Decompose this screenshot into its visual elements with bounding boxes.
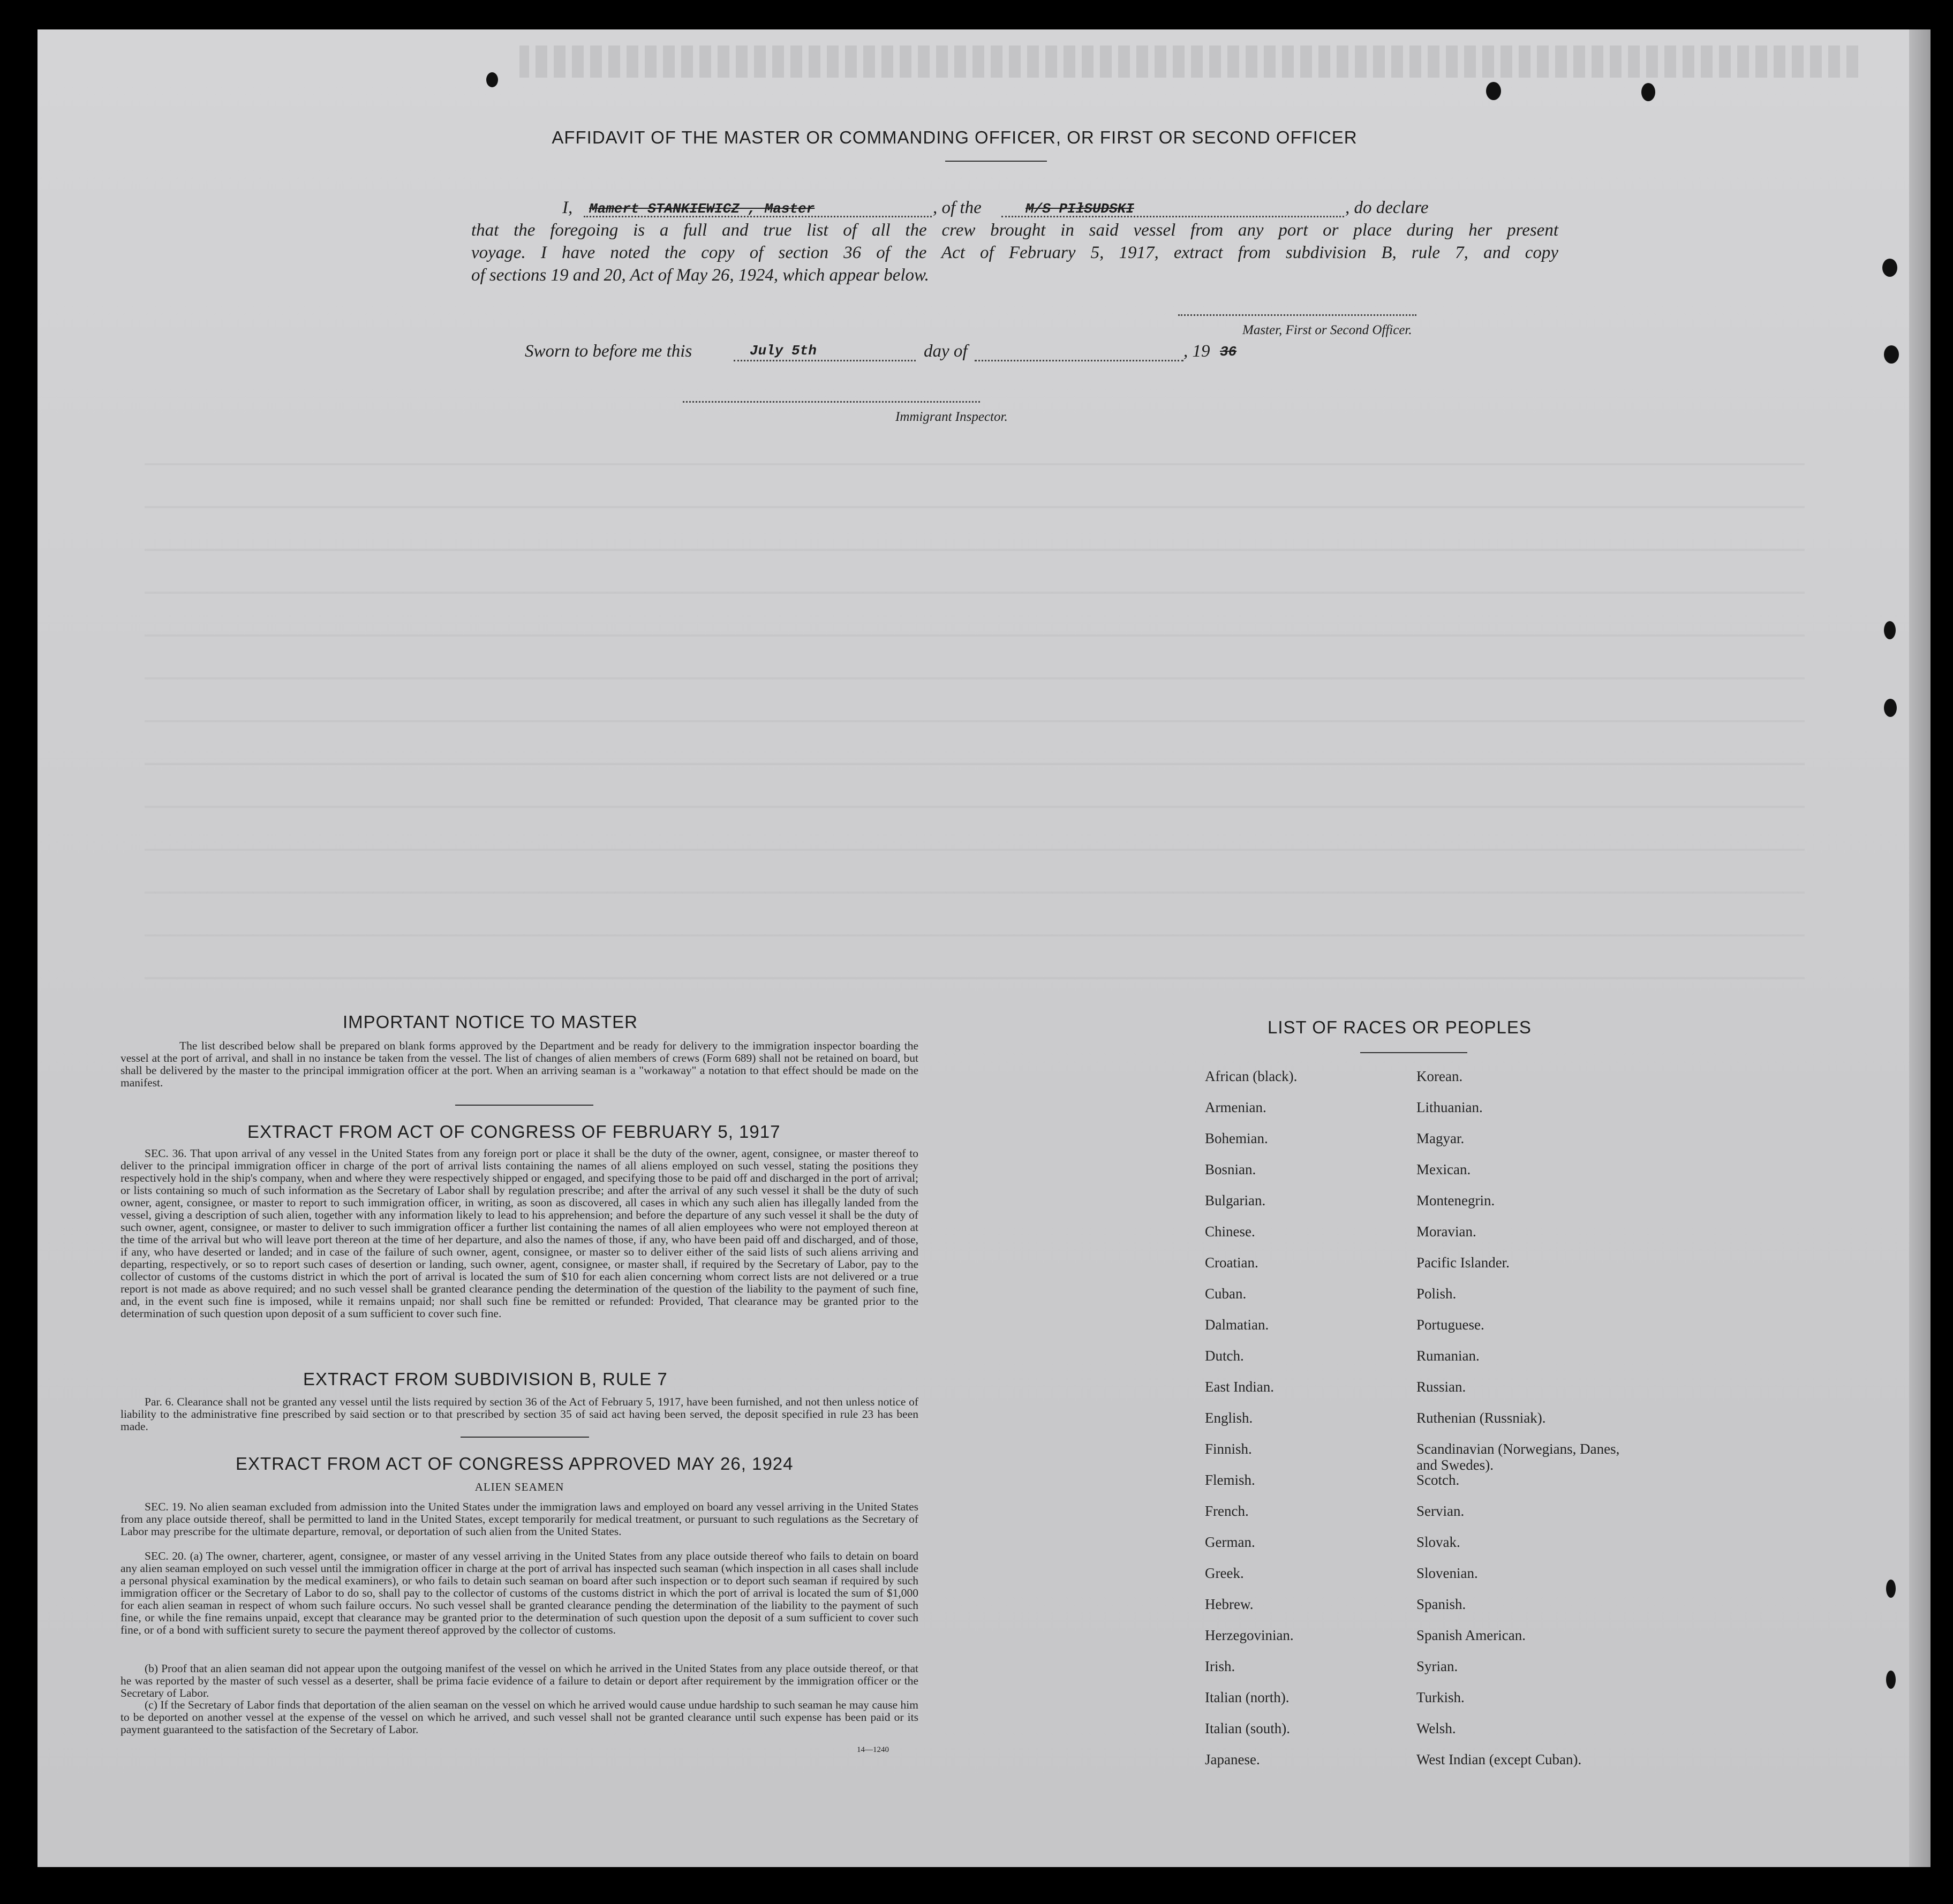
sec-20c-body: (c) If the Secretary of Labor finds that deportation of the alien seaman on the vessel on which he arrived would cause undue hardship to such seaman he may cause him to be deported on another vessel at the expense of the vessel on which he arrived, and such vessel shall not be granted clearance until such expense has been paid or its payment guaranteed to the satisfaction of the Secretary of Labor. bbox=[120, 1698, 918, 1736]
affidavit-i: I, bbox=[562, 198, 573, 217]
form-number: 14—1240 bbox=[857, 1746, 889, 1754]
notice-divider bbox=[455, 1105, 593, 1106]
race-item: Italian (south). bbox=[1205, 1720, 1290, 1736]
race-item: Slovak. bbox=[1416, 1534, 1460, 1550]
punch-hole bbox=[1486, 82, 1501, 100]
alien-seamen-subheading: ALIEN SEAMEN bbox=[474, 1480, 564, 1493]
race-item: Lithuanian. bbox=[1416, 1099, 1483, 1115]
punch-hole bbox=[1882, 259, 1897, 277]
race-item: Hebrew. bbox=[1205, 1596, 1254, 1612]
notice-body: The list described below shall be prepared on blank forms approved by the Department and be ready for delivery to the immigration inspector boarding the vessel at the port of arrival, and shall in no instance be taken from the vessel. The list of changes of alien members of crews (Form 689) shall not be retained on board, but shall be delivered by the master to the principal immigration officer at the port. When an arriving seaman is a "workaway" a notation to that effect should be made on the manifest. bbox=[120, 1039, 918, 1089]
affidavit-line-2: that the foregoing is a full and true list of all the crew brought in said vessel from any port or place during her present bbox=[471, 221, 1558, 240]
notice-heading: IMPORTANT NOTICE TO MASTER bbox=[343, 1012, 638, 1032]
race-item: Korean. bbox=[1416, 1068, 1463, 1084]
race-item: Chinese. bbox=[1205, 1223, 1255, 1240]
extract-1917-body: SEC. 36. That upon arrival of any vessel in the United States from any foreign port or place it shall be the duty of the owner, agent, consignee, or master thereof to deliver to the principal immigration officer in charge of the port of arrival lists containing the names of all aliens employed on such vessel, stating the positions they respectively hold in the ship's company, when and where they were respectively shipped or engaged, and specifying those to be paid off and discharged in the port of arrival; or lists containing so much of such information as the Secretary of Labor shall by regulation prescribe; and after the arrival of any such vessel it shall be the duty of such owner, agent, consignee, or master to report to such immigration officer, in writing, as soon as discovered, all cases in which any such alien has illegally landed from the vessel, giving a description of such alien, together with any information likely to lead to his apprehension; and before the departure of any such vessel it shall be the duty of such owner, agent, consignee, or master to deliver to such immigration officer a further list containing the names of all alien employees who were not employed thereon at the time of the arrival but who will leave port thereon at the time of her departure, and also the names of those, if any, who have been paid off and discharged, and of those, if any, who have deserted or landed; and in case of the failure of such owner, agent, consignee, or master so to deliver either of the said lists of such aliens arriving and departing, respectively, or so to report such cases of desertion or landing, such owner, agent, consignee, or master shall, if required by the Secretary of Labor, pay to the collector of customs of the customs district in which the port of arrival is located the sum of $10 for each alien concerning whom correct lists are not delivered or a true report is not made as above required; and no such vessel shall be granted clearance pending the determination of the question of the liability to the payment of such fine, and, in the event such fine is imposed, while it remains unpaid; nor shall such fine be remitted or refunded: Provided, That clearance may be granted prior to the determination of such question upon deposit of a sum sufficient to cover such fine. bbox=[120, 1147, 918, 1320]
race-item: East Indian. bbox=[1205, 1379, 1274, 1395]
races-divider bbox=[1360, 1052, 1467, 1053]
sworn-date: July 5th bbox=[750, 343, 817, 359]
race-item: Armenian. bbox=[1205, 1099, 1266, 1115]
races-left-column bbox=[1205, 1068, 1408, 1782]
sworn-line bbox=[525, 342, 1328, 364]
race-item: Servian. bbox=[1416, 1503, 1465, 1519]
race-item: Russian. bbox=[1416, 1379, 1466, 1395]
race-item: Dalmatian. bbox=[1205, 1317, 1269, 1333]
race-item: Irish. bbox=[1205, 1658, 1235, 1674]
affidavit-line-4: of sections 19 and 20, Act of May 26, 1924, which appear below. bbox=[471, 266, 929, 285]
race-item: Scotch. bbox=[1416, 1472, 1460, 1488]
race-item: Japanese. bbox=[1205, 1751, 1260, 1767]
affidavit-heading: AFFIDAVIT OF THE MASTER OR COMMANDING OFFICER, OR FIRST OR SECOND OFFICER bbox=[552, 127, 1358, 147]
race-item: West Indian (except Cuban). bbox=[1416, 1751, 1582, 1767]
rule-7-heading: EXTRACT FROM SUBDIVISION B, RULE 7 bbox=[303, 1369, 668, 1389]
races-list bbox=[1205, 1068, 1848, 1818]
punch-hole bbox=[1884, 345, 1899, 364]
race-item: Croatian. bbox=[1205, 1255, 1258, 1271]
race-item: Spanish American. bbox=[1416, 1627, 1526, 1643]
heading-divider bbox=[945, 161, 1047, 162]
document-page bbox=[37, 29, 1909, 1867]
sec-19-body: SEC. 19. No alien seaman excluded from admission into the United States under the immigration laws and employed on board any vessel arriving in the United States from any place outside thereof, shall be permitted to land in the United States, except temporarily for medical treatment, or pursuant to such regulations as the Secretary of Labor may prescribe for the ultimate departure, removal, or deportation of such alien from the United States. bbox=[120, 1500, 918, 1538]
year-value: 36 bbox=[1220, 344, 1237, 360]
punch-hole bbox=[1884, 699, 1897, 717]
race-item: English. bbox=[1205, 1410, 1253, 1426]
affidavit-line-3: voyage. I have noted the copy of section 36 of the Act of February 5, 1917, extract from subdivision B, rule 7, and copy bbox=[471, 243, 1558, 262]
race-item: Portuguese. bbox=[1416, 1317, 1484, 1333]
race-item: Flemish. bbox=[1205, 1472, 1255, 1488]
punch-hole bbox=[1641, 83, 1655, 101]
race-item: Bulgarian. bbox=[1205, 1192, 1266, 1208]
races-heading: LIST OF RACES OR PEOPLES bbox=[1268, 1017, 1532, 1037]
race-item: Herzegovinian. bbox=[1205, 1627, 1294, 1643]
year-prefix: , 19 bbox=[1183, 342, 1210, 361]
race-item: Spanish. bbox=[1416, 1596, 1466, 1612]
race-item: Moravian. bbox=[1416, 1223, 1476, 1240]
race-item: Turkish. bbox=[1416, 1689, 1465, 1705]
master-signature-caption: Master, First or Second Officer. bbox=[1242, 323, 1412, 337]
race-item: Polish. bbox=[1416, 1286, 1457, 1302]
vessel-name: M/S PIłSUDSKI bbox=[1025, 201, 1134, 217]
race-item: Slovenian. bbox=[1416, 1565, 1478, 1581]
sec-20a-body: SEC. 20. (a) The owner, charterer, agent, consignee, or master of any vessel arriving in the United States from any place outside thereof who fails to detain on board any alien seaman employed on such vessel until the immigration officer in charge at the port of arrival has inspected such seaman (which inspection in all cases shall include a personal physical examination by the medical examiners), or who fails to detain such seaman on board after such inspection or to deport such seaman if required by such immigration officer or the Secretary of Labor to do so, shall pay to the collector of customs of the customs district in which the port of arrival is located the sum of $1,000 for each alien seaman in respect of whom such failure occurs. No such vessel shall be granted clearance pending the determination of the liability to the payment of such fine, or while the fine remains unpaid, except that clearance may be granted prior to the determination of such question upon the deposit of a sum sufficient to cover such fine, or of a bond with sufficient surety to secure the payment thereof approved by the collector of customs. bbox=[120, 1550, 918, 1636]
race-item: French. bbox=[1205, 1503, 1249, 1519]
punch-hole bbox=[486, 72, 498, 87]
extract-1917-heading: EXTRACT FROM ACT OF CONGRESS OF FEBRUARY 5, 1917 bbox=[247, 1122, 781, 1142]
race-item: Finnish. bbox=[1205, 1441, 1252, 1457]
race-item: Pacific Islander. bbox=[1416, 1255, 1510, 1271]
do-declare-label: , do declare bbox=[1345, 198, 1429, 217]
race-item: Montenegrin. bbox=[1416, 1192, 1495, 1208]
race-item: Cuban. bbox=[1205, 1286, 1247, 1302]
inspector-signature-line bbox=[683, 400, 980, 403]
bleed-through-rows bbox=[145, 431, 1805, 993]
punch-hole bbox=[1886, 1580, 1896, 1598]
punch-hole bbox=[1886, 1671, 1896, 1689]
race-item: Welsh. bbox=[1416, 1720, 1456, 1736]
extract-1924-heading: EXTRACT FROM ACT OF CONGRESS APPROVED MAY 26, 1924 bbox=[236, 1454, 794, 1474]
race-item: Bosnian. bbox=[1205, 1161, 1256, 1177]
race-item: Greek. bbox=[1205, 1565, 1244, 1581]
affidavit-line-1 bbox=[471, 197, 1558, 219]
punch-hole bbox=[1884, 621, 1896, 639]
race-item: Bohemian. bbox=[1205, 1130, 1268, 1146]
race-item: Magyar. bbox=[1416, 1130, 1465, 1146]
rule-7-body: Par. 6. Clearance shall not be granted any vessel until the lists required by section 36 of the Act of February 5, 1917, have been furnished, and not then unless notice of liability to the administrative fine prescribed by said section or to that prescribed by section 35 of said act having been served, the deposit specified in rule 23 has been made. bbox=[120, 1395, 918, 1433]
race-item: Mexican. bbox=[1416, 1161, 1471, 1177]
race-item: Syrian. bbox=[1416, 1658, 1458, 1674]
sworn-prefix: Sworn to before me this bbox=[525, 342, 692, 361]
races-right-column bbox=[1416, 1068, 1641, 1782]
day-of-label: day of bbox=[924, 342, 968, 361]
race-item: Rumanian. bbox=[1416, 1348, 1480, 1364]
of-the-label: , of the bbox=[933, 198, 982, 217]
inspector-caption: Immigrant Inspector. bbox=[895, 410, 1008, 424]
race-item: African (black). bbox=[1205, 1068, 1298, 1084]
master-name: Mamert STANKIEWICZ , Master bbox=[589, 201, 815, 217]
affidavit-text bbox=[471, 197, 1558, 286]
race-item: German. bbox=[1205, 1534, 1255, 1550]
race-item: Italian (north). bbox=[1205, 1689, 1290, 1705]
bleed-through bbox=[519, 46, 1858, 78]
master-signature-line bbox=[1178, 313, 1416, 316]
month-field bbox=[975, 344, 1183, 361]
page-edge bbox=[1909, 29, 1931, 1867]
race-item: Scandinavian (Norwegians, Danes, and Swedes). bbox=[1416, 1441, 1620, 1473]
sec-20b-body: (b) Proof that an alien seaman did not appear upon the outgoing manifest of the vessel on which he arrived in the United States from any place outside thereof, or that he was reported by the master of such vessel as a deserter, shall be prima facie evidence of a failure to detain or deport after requirement by the immigration officer or the Secretary of Labor. bbox=[120, 1662, 918, 1699]
race-item: Ruthenian (Russniak). bbox=[1416, 1410, 1546, 1426]
rule-7-divider bbox=[461, 1437, 589, 1438]
race-item: Dutch. bbox=[1205, 1348, 1244, 1364]
